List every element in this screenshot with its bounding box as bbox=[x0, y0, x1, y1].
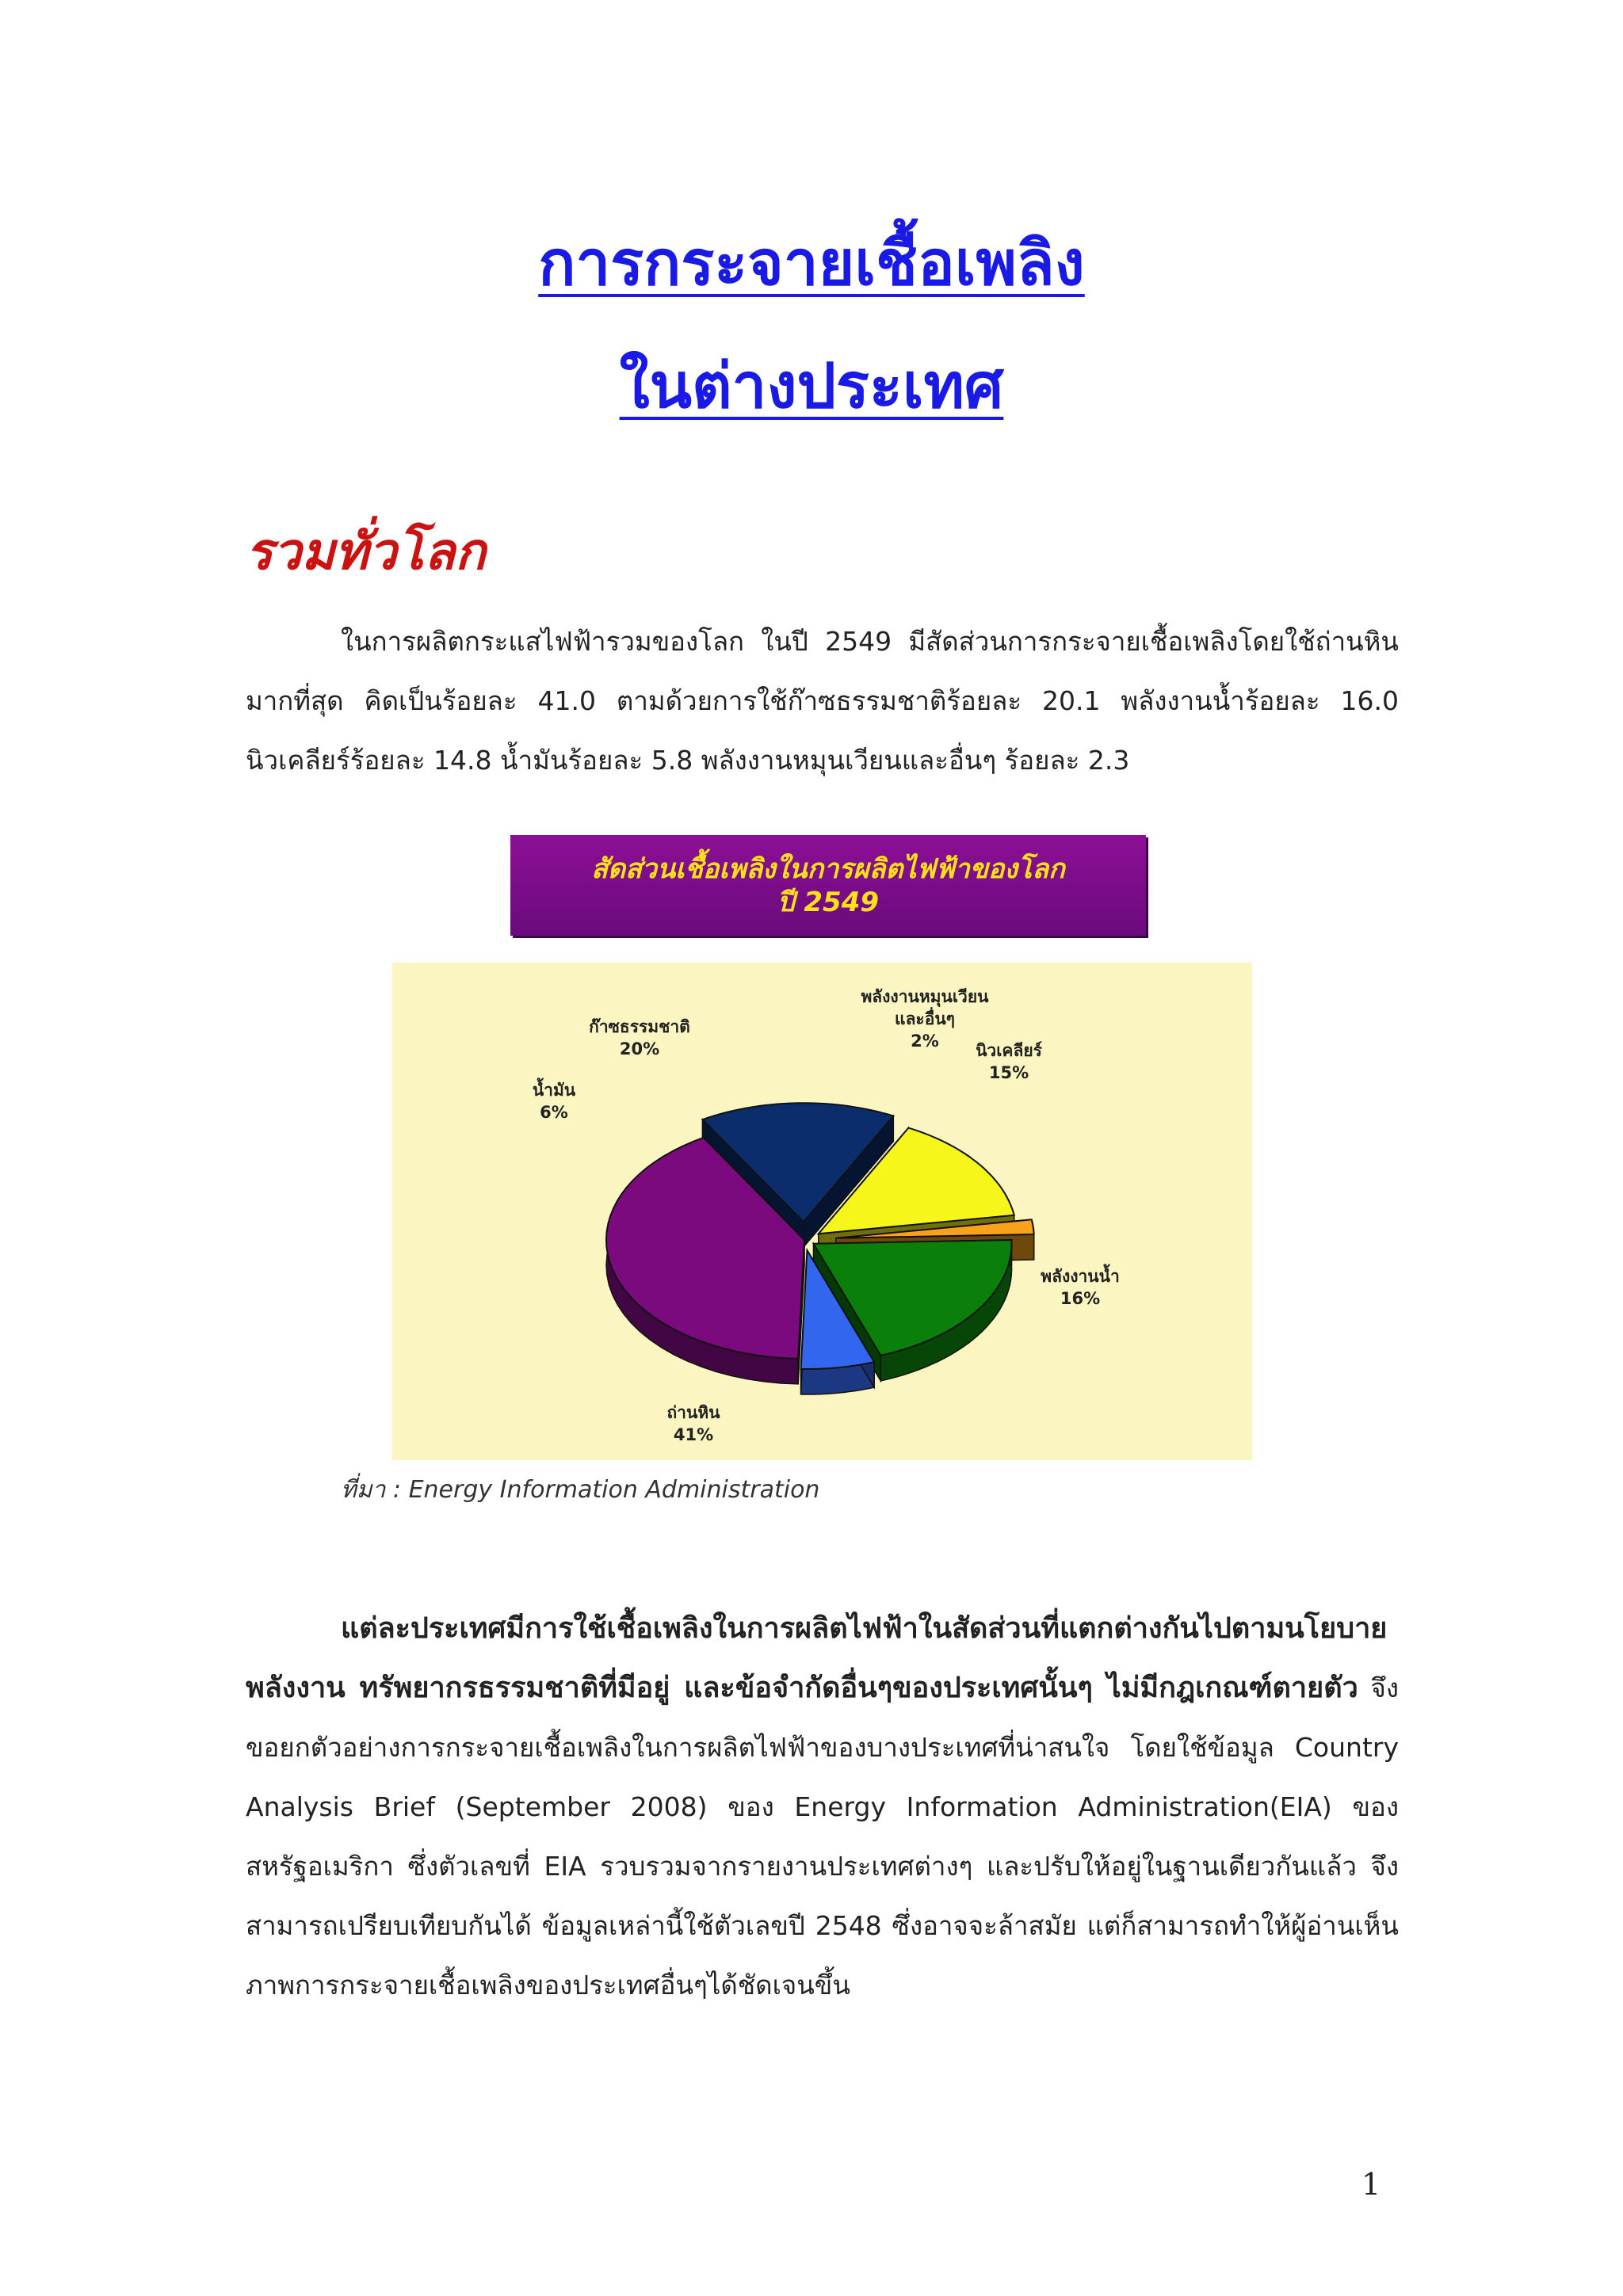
chart-title-line1: สัดส่วนเชื้อเพลิงในการผลิตไฟฟ้าของโลก bbox=[591, 852, 1065, 885]
intro-paragraph: ในการผลิตกระแสไฟฟ้ารวมของโลก ในปี 2549 มีสัดส่วนการกระจายเชื้อเพลิงโดยใช้ถ่านหินมากที่สุด คิดเป็นร้อยละ 41.0 ตามด้วยการใช้ก๊าซธรรมชาติร้อยละ 20.1 พลังงานน้ำร้อยละ 16.0 นิวเคลียร์ร้อยละ 14.8 น้ำมันร้อยละ 5.8 พลังงานหมุนเวียนและอื่นๆ ร้อยละ 2.3 bbox=[246, 626, 1399, 776]
pie-data-label-name: พลังงานน้ำ bbox=[1041, 1267, 1120, 1286]
pie-data-label-value: 2% bbox=[911, 1032, 939, 1051]
section-heading: รวมทั่วโลก bbox=[246, 523, 486, 582]
pie-data-label-value: 15% bbox=[988, 1063, 1029, 1082]
pie-data-label-value: 41% bbox=[673, 1425, 714, 1444]
pie-data-label-name: นิวเคลียร์ bbox=[976, 1041, 1042, 1060]
body-paragraph-bold: แต่ละประเทศมีการใช้เชื้อเพลิงในการผลิตไฟฟ้าในสัดส่วนที่แตกต่างกันไปตามนโยบายพลังงาน ทรัพยากรธรรมชาติที่มีอยู่ และข้อจำกัดอื่นๆของประเทศนั้นๆ ไม่มีกฎเกณฑ์ตายตัว bbox=[246, 1612, 1388, 1704]
pie-data-label-name: น้ำมัน bbox=[532, 1081, 576, 1100]
body-paragraph-rest: จึงขอยกตัวอย่างการกระจายเชื้อเพลิงในการผลิตไฟฟ้าของบางประเทศที่น่าสนใจ โดยใช้ข้อมูล Country Analysis Brief (September 2008) ของ Energy Information Administration(EIA) ของสหรัฐอเมริกา ซึ่งตัวเลขที่ EIA รวบรวมจากรายงานประเทศต่างๆ และปรับให้อยู่ในฐานเดียวกันแล้ว จึงสามารถเปรียบเทียบกันได้ ข้อมูลเหล่านี้ใช้ตัวเลขปี 2548 ซึ่งอาจจะล้าสมัย แต่ก็สามารถทำให้ผู้อ่านเห็นภาพการกระจายเชื้อเพลิงของประเทศอื่นๆได้ชัดเจนขึ้น bbox=[246, 1672, 1399, 2000]
pie-chart bbox=[392, 963, 1252, 1460]
pie-data-label-value: 20% bbox=[619, 1039, 660, 1058]
page-title-line1: การกระจายเชื้อเพลิง bbox=[538, 228, 1085, 299]
chart-title-banner bbox=[510, 835, 1146, 936]
pie-chart-panel bbox=[392, 963, 1252, 1460]
pie-data-label-value: 6% bbox=[540, 1103, 568, 1122]
body-paragraph bbox=[246, 1599, 1399, 2015]
source-note: ที่มา : Energy Information Administration bbox=[341, 1476, 820, 1504]
pie-data-label-value: 16% bbox=[1060, 1289, 1101, 1308]
chart-title-line2: ปี 2549 bbox=[777, 886, 880, 918]
page-number: 1 bbox=[1361, 2167, 1381, 2202]
pie-data-label-name: พลังงานหมุนเวียน bbox=[861, 987, 989, 1006]
pie-data-label-name: ถ่านหิน bbox=[666, 1403, 720, 1422]
pie-data-label-name: และอื่นๆ bbox=[895, 1009, 955, 1028]
page-title-line2: ในต่างประเทศ bbox=[619, 351, 1004, 422]
pie-data-label-name: ก๊าซธรรมชาติ bbox=[589, 1017, 690, 1036]
